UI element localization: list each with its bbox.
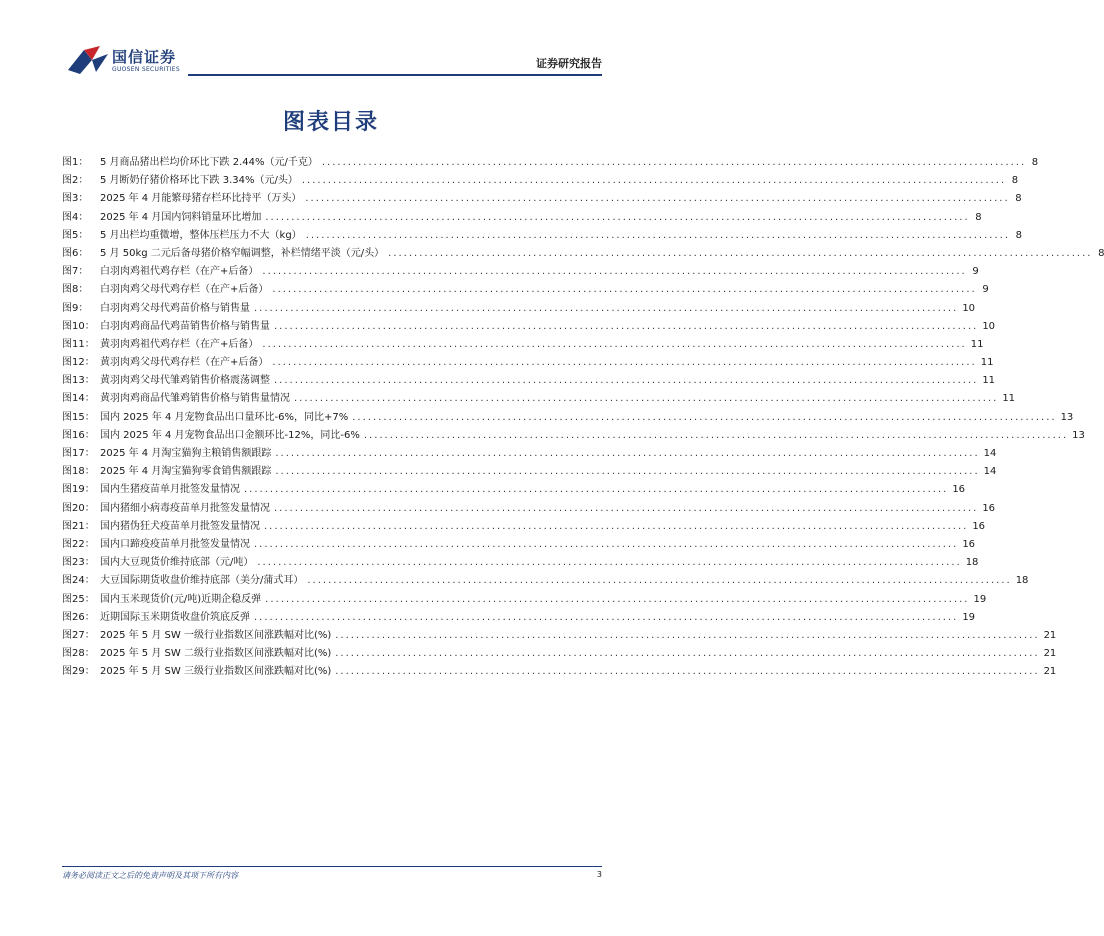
toc-entry[interactable] — [62, 608, 976, 626]
toc-entry-label: 图7： — [62, 266, 89, 278]
guosen-logo-mark-icon — [66, 44, 110, 78]
page-header — [0, 0, 662, 80]
logo-text-cn: 国信证券 — [112, 48, 177, 66]
toc-leader-dots — [322, 157, 1026, 168]
toc-leader-dots — [262, 266, 966, 277]
toc-leader-dots — [305, 193, 1009, 204]
toc-entry[interactable] — [62, 208, 982, 226]
toc-entry-page: 11 — [982, 375, 996, 387]
page-number: 3 — [596, 870, 602, 879]
toc-entry-title: 5 月商品猪出栏均价环比下跌 2.44%（元/千克） — [100, 157, 318, 168]
toc-entry-title: 2025 年 5 月 SW 二级行业指数区间涨跌幅对比(%) — [100, 648, 332, 660]
toc-entry-label: 图27： — [62, 629, 95, 641]
table-of-figures — [62, 153, 1104, 680]
toc-entry-page: 10 — [962, 302, 976, 314]
toc-entry-label: 图3： — [62, 193, 89, 205]
toc-entry-title: 国内 2025 年 4 月宠物食品出口金额环比-12%，同比-6% — [100, 429, 360, 441]
toc-leader-dots — [335, 666, 1039, 677]
toc-leader-dots — [265, 212, 969, 223]
toc-entry-title: 5 月出栏均重微增，整体压栏压力不大（kg） — [100, 229, 302, 241]
toc-entry-title: 5 月断奶仔猪价格环比下跌 3.34%（元/头） — [100, 175, 298, 187]
toc-entry-page: 8 — [975, 211, 982, 223]
toc-entry-page: 18 — [1015, 575, 1029, 587]
toc-entry-title: 白羽肉鸡父母代鸡苗价格与销售量 — [100, 302, 250, 314]
toc-entry-page: 21 — [1043, 629, 1057, 641]
toc-entry[interactable] — [62, 571, 1029, 589]
toc-entry[interactable] — [62, 480, 966, 498]
toc-entry-title: 国内生猪疫苗单月批签发量情况 — [100, 484, 240, 496]
toc-leader-dots — [257, 557, 961, 568]
toc-entry-title: 国内猪伪狂犬疫苗单月批签发量情况 — [100, 520, 260, 532]
toc-entry-label: 图25： — [62, 593, 95, 605]
toc-entry[interactable] — [62, 590, 987, 608]
toc-entry-label: 图10： — [62, 320, 95, 332]
toc-entry[interactable] — [62, 153, 1039, 171]
toc-entry-label: 图14： — [62, 393, 95, 405]
toc-leader-dots — [254, 612, 958, 623]
toc-entry-title: 白羽肉鸡父母代鸡存栏（在产+后备） — [100, 284, 269, 296]
toc-leader-dots — [272, 284, 976, 295]
toc-entry-page: 10 — [982, 320, 996, 332]
toc-entry-page: 11 — [1002, 393, 1016, 405]
toc-entry[interactable] — [62, 444, 997, 462]
toc-entry[interactable] — [62, 553, 979, 571]
toc-entry-page: 16 — [962, 538, 976, 550]
toc-entry-title: 2025 年 5 月 SW 三级行业指数区间涨跌幅对比(%) — [100, 666, 332, 678]
toc-entry-page: 16 — [982, 502, 996, 514]
toc-entry-label: 图22： — [62, 538, 95, 550]
toc-entry-page: 21 — [1043, 648, 1057, 660]
toc-entry[interactable] — [62, 353, 994, 371]
toc-entry-label: 图19： — [62, 484, 95, 496]
toc-entry-page: 8 — [1015, 193, 1022, 205]
toc-entry-page: 8 — [1011, 175, 1019, 187]
toc-entry-title: 2025 年 4 月淘宝猫狗主粮销售额跟踪 — [100, 448, 272, 459]
toc-entry-page: 16 — [952, 484, 966, 496]
toc-entry-title: 黄羽肉鸡商品代雏鸡销售价格与销售量情况 — [100, 393, 290, 405]
toc-entry-title: 黄羽肉鸡祖代鸡存栏（在产+后备） — [100, 338, 259, 350]
toc-entry-title: 近期国际玉米期货收盘价筑底反弹 — [100, 611, 250, 623]
toc-entry-page: 16 — [972, 520, 986, 532]
toc-entry-title: 国内猪细小病毒疫苗单月批签发量情况 — [100, 502, 270, 514]
toc-entry[interactable] — [62, 299, 976, 317]
toc-leader-dots — [352, 412, 1056, 423]
toc-entry-label: 图4： — [62, 211, 89, 223]
toc-leader-dots — [274, 321, 978, 332]
toc-entry-title: 大豆国际期货收盘价维持底部（美分/蒲式耳） — [100, 575, 304, 587]
toc-entry-label: 图13： — [62, 375, 95, 387]
toc-entry-page: 13 — [1072, 429, 1085, 441]
toc-entry-title: 国内大豆现货价维持底部（元/吨） — [100, 557, 254, 569]
toc-entry[interactable] — [62, 389, 1016, 407]
toc-entry-label: 图18： — [62, 466, 95, 478]
toc-entry-title: 黄羽肉鸡父母代雏鸡销售价格震荡调整 — [100, 375, 270, 387]
page-title: 图表目录 — [282, 110, 379, 135]
toc-entry-page: 14 — [983, 448, 997, 459]
toc-entry-title: 2025 年 5 月 SW 一级行业指数区间涨跌幅对比(%) — [100, 629, 332, 641]
toc-leader-dots — [302, 175, 1006, 186]
toc-entry-title: 2025 年 4 月淘宝猫狗零食销售额跟踪 — [100, 466, 272, 478]
toc-leader-dots — [335, 648, 1039, 659]
toc-entry-label: 图15： — [62, 411, 95, 423]
toc-entry-title: 白羽肉鸡商品代鸡苗销售价格与销售量 — [100, 320, 270, 332]
toc-entry-label: 图12： — [62, 357, 95, 369]
toc-entry-label: 图29： — [62, 666, 95, 678]
toc-leader-dots — [335, 630, 1039, 641]
toc-leader-dots — [244, 484, 948, 495]
toc-leader-dots — [274, 375, 978, 386]
toc-entry-label: 图11： — [62, 338, 95, 350]
toc-entry-title: 2025 年 4 月能繁母猪存栏环比持平（万头） — [100, 193, 302, 205]
toc-entry-page: 8 — [1031, 157, 1039, 168]
toc-entry[interactable] — [62, 426, 1085, 444]
toc-entry-label: 图26： — [62, 611, 95, 623]
toc-leader-dots — [306, 230, 1010, 241]
toc-entry[interactable] — [62, 517, 986, 535]
toc-entry-title: 2025 年 4 月国内饲料销量环比增加 — [100, 211, 262, 223]
toc-entry-label: 图9： — [62, 302, 89, 314]
toc-entry-title: 白羽肉鸡祖代鸡存栏（在产+后备） — [100, 266, 259, 278]
toc-entry[interactable] — [62, 280, 989, 298]
toc-entry[interactable] — [62, 317, 996, 335]
toc-leader-dots — [264, 521, 968, 532]
footer-disclaimer: 请务必阅读正文之后的免责声明及其项下所有内容 — [62, 871, 238, 880]
toc-leader-dots — [364, 430, 1068, 441]
toc-entry-label: 图16： — [62, 429, 95, 441]
toc-leader-dots — [254, 539, 958, 550]
toc-entry-page: 14 — [983, 466, 997, 478]
toc-entry[interactable] — [62, 462, 997, 480]
toc-entry-label: 图21： — [62, 520, 95, 532]
toc-leader-dots — [262, 339, 966, 350]
toc-entry[interactable] — [62, 662, 1057, 680]
guosen-logo — [66, 44, 186, 78]
toc-leader-dots — [265, 594, 969, 605]
toc-entry-page: 13 — [1060, 411, 1074, 423]
toc-entry[interactable] — [62, 262, 979, 280]
toc-leader-dots — [307, 575, 1011, 586]
header-divider — [188, 74, 602, 76]
toc-entry-page: 11 — [970, 338, 984, 350]
toc-leader-dots — [272, 357, 976, 368]
toc-entry-page: 9 — [972, 266, 979, 278]
toc-entry-page: 8 — [1098, 247, 1104, 259]
toc-entry-page: 9 — [982, 284, 989, 296]
toc-entry-label: 图1： — [62, 157, 89, 168]
toc-entry-title: 国内 2025 年 4 月宠物食品出口量环比-6%，同比+7% — [100, 411, 349, 423]
footer-divider — [62, 866, 602, 867]
report-type-label: 证券研究报告 — [536, 57, 602, 70]
toc-leader-dots — [294, 393, 998, 404]
toc-entry-title: 黄羽肉鸡父母代鸡存栏（在产+后备） — [100, 357, 269, 369]
toc-entry-page: 21 — [1043, 666, 1057, 678]
toc-entry-page: 18 — [965, 557, 979, 569]
toc-entry[interactable] — [62, 408, 1074, 426]
toc-entry-label: 图2： — [62, 175, 89, 187]
toc-leader-dots — [274, 503, 978, 514]
toc-entry-label: 图20： — [62, 502, 95, 514]
toc-entry-label: 图6： — [62, 247, 89, 259]
toc-entry[interactable] — [62, 171, 1019, 189]
toc-entry-label: 图17： — [62, 448, 95, 459]
toc-entry[interactable] — [62, 244, 1104, 262]
toc-leader-dots — [275, 466, 979, 477]
toc-entry-label: 图8： — [62, 284, 89, 296]
toc-entry[interactable] — [62, 335, 984, 353]
toc-entry[interactable] — [62, 626, 1057, 644]
toc-entry-page: 11 — [980, 357, 994, 369]
toc-entry[interactable] — [62, 371, 996, 389]
toc-entry-label: 图28： — [62, 648, 95, 660]
toc-entry[interactable] — [62, 499, 996, 517]
toc-entry-title: 5 月 50kg 二元后备母猪价格窄幅调整，补栏情绪平淡（元/头） — [100, 247, 385, 259]
toc-entry-label: 图24： — [62, 575, 95, 587]
toc-entry-label: 图23： — [62, 557, 95, 569]
toc-entry-title: 国内玉米现货价(元/吨)近期企稳反弹 — [100, 593, 262, 605]
toc-entry-page: 19 — [962, 611, 976, 623]
toc-entry-page: 19 — [973, 593, 987, 605]
toc-entry-label: 图5： — [62, 229, 89, 241]
toc-entry[interactable] — [62, 189, 1022, 207]
toc-entry[interactable] — [62, 644, 1057, 662]
toc-leader-dots — [275, 448, 979, 459]
logo-text-en: GUOSEN SECURITIES — [112, 66, 181, 73]
toc-entry[interactable] — [62, 226, 1022, 244]
toc-leader-dots — [254, 303, 958, 314]
toc-leader-dots — [388, 248, 1092, 259]
toc-entry-page: 8 — [1015, 229, 1022, 241]
toc-entry[interactable] — [62, 535, 976, 553]
toc-entry-title: 国内口蹄疫疫苗单月批签发量情况 — [100, 538, 250, 550]
